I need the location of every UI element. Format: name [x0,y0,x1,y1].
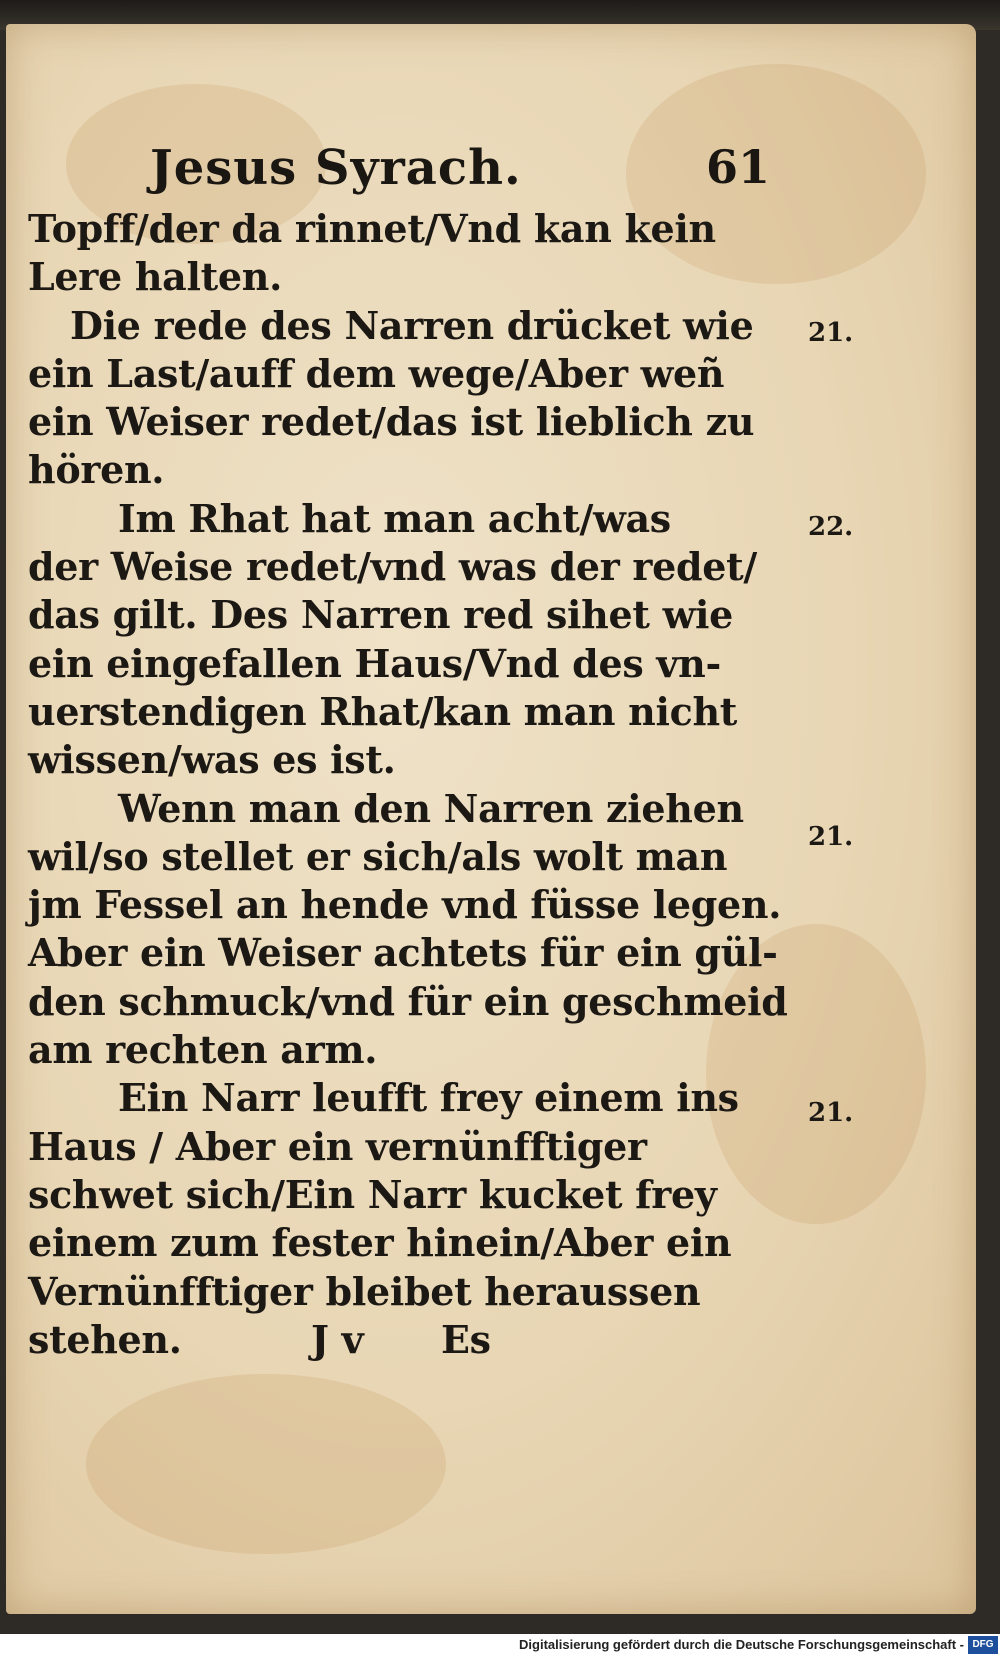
text-line: wil/so stellet er sich/als wolt man [28,833,728,879]
margin-verse-number: 21. [808,318,854,348]
text-line: Aber ein Weiser achtets für ein gül- [28,930,778,976]
dfg-logo: DFG [968,1636,998,1654]
paper-stain [86,1374,446,1554]
text-line: Ein Narr leufft frey einem ins [118,1075,739,1121]
page-number: 61 [705,140,770,194]
text-line: schwet sich/Ein Narr kucket frey [28,1171,717,1217]
text-line: uerstendigen Rhat/kan man nicht [28,688,738,734]
footer-bar [0,1634,1000,1657]
text-line: Topff/der da rinnet/Vnd kan kein [28,206,716,251]
text-line: hören. [28,447,165,493]
margin-verse-number: 22. [808,512,854,542]
text-line: Wenn man den Narren ziehen [118,785,744,831]
page-header [150,140,770,200]
funding-notice: Digitalisierung gefördert durch die Deutsche Forschungsgemeinschaft - [519,1637,964,1652]
margin-verse-number: 21. [808,1098,854,1128]
text-line: jm Fessel an hende vnd füsse legen. [28,882,782,928]
text-line: der Weise redet/vnd was der redet/ [28,544,758,590]
text-line: ein eingefallen Haus/Vnd des vn- [28,640,721,686]
text-line: den schmuck/vnd für ein geschmeid [28,978,788,1024]
text-line: Haus / Aber ein vernünfftiger [28,1123,647,1169]
body-text [28,205,788,1364]
text-line: Im Rhat hat man acht/was [118,495,671,541]
text-line: ein Weiser redet/das ist lieblich zu [28,399,755,445]
margin-verse-number: 21. [808,822,854,852]
text-line: Die rede des Narren drücket wie [70,302,754,348]
text-line: das gilt. Des Narren red sihet wie [28,592,733,638]
text-line: am rechten arm. [28,1027,378,1073]
text-line: ein Last/auff dem wege/Aber weñ [28,350,725,396]
text-line: Vernünfftiger bleibet heraussen [28,1268,701,1314]
text-line: einem zum fester hinein/Aber ein [28,1220,732,1266]
text-line: stehen. J v Es [28,1316,491,1362]
text-line: Lere halten. [28,254,282,300]
running-title: Jesus Syrach. [150,140,522,196]
text-line: wissen/was es ist. [28,737,396,783]
